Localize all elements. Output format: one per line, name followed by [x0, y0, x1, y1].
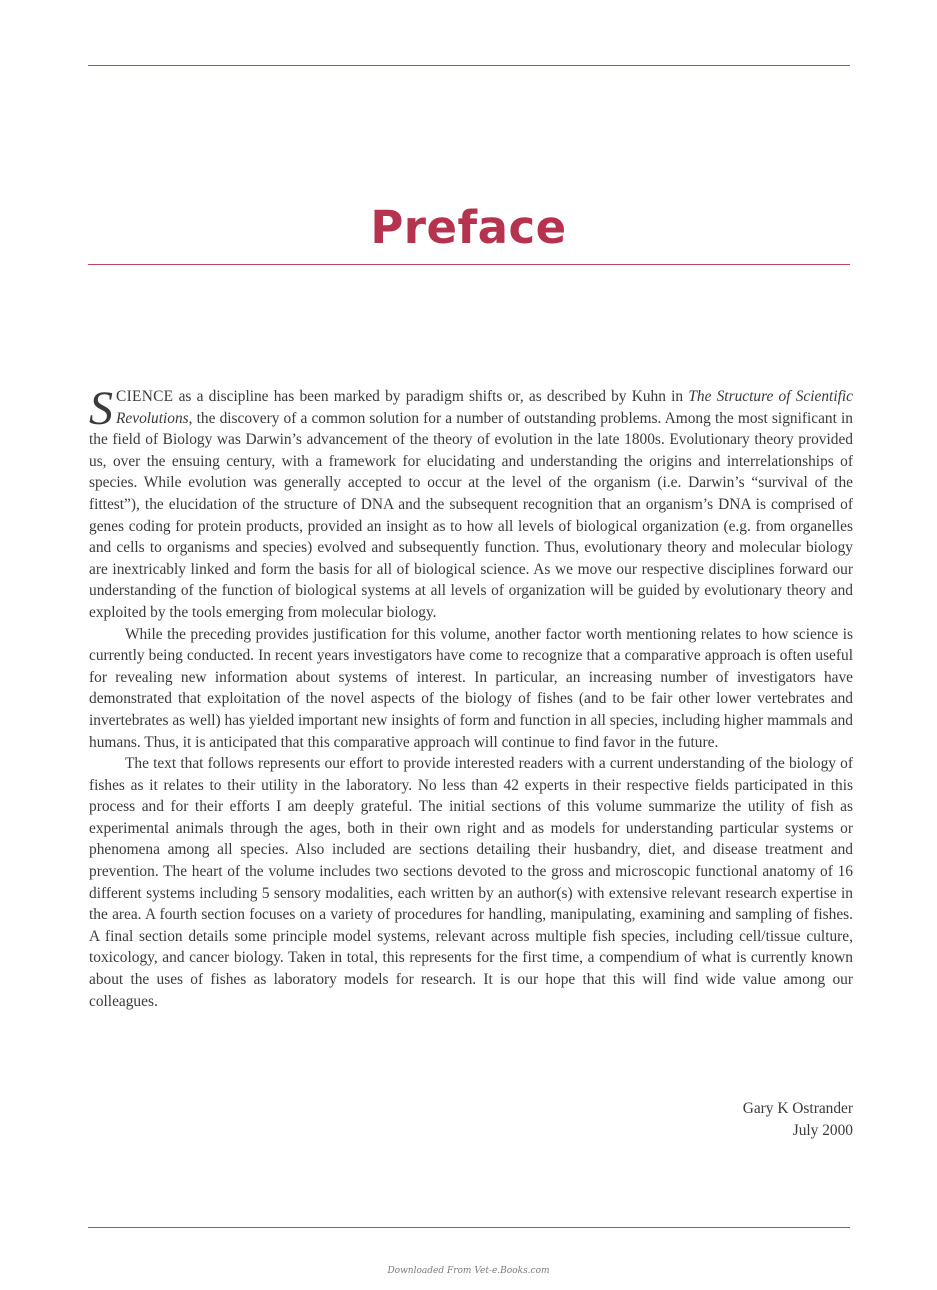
paragraph-1-text-a: as a discipline has been marked by paradigm shifts or, as described by Kuhn in — [173, 388, 689, 405]
paragraph-1 — [89, 382, 853, 624]
paragraph-3: The text that follows represents our effort to provide interested readers with a current understanding of the biology of fishes as it relates to their utility in the laboratory. No less than 42 experts in their respective fields participated in this process and for their efforts I am deeply grateful. The initial sections of this volume summarize the utility of fish as experimental animals through the ages, both in their own right and as models for understanding particular systems or phenomena among all species. Also included are sections detailing their husbandry, diet, and disease treatment and prevention. The heart of the volume includes two sections devoted to the gross and microscopic functional anatomy of 16 different systems including 5 sensory modalities, each written by an author(s) with extensive relevant research expertise in the area. A fourth section focuses on a variety of procedures for handling, manipulating, examining and sampling of fishes. A final section details some principle model systems, relevant across multiple fish species, including cell/tissue culture, toxicology, and cancer biology. Taken in total, this represents for the first time, a compendium of what is currently known about the uses of fishes as laboratory models for research. It is our hope that this will find wide value among our colleagues. — [89, 755, 853, 1010]
paragraph-2: While the preceding provides justification for this volume, another factor worth mentioning relates to how science is currently being conducted. In recent years investigators have come to recognize that a comparative approach is often useful for revealing new information about systems of interest. In particular, an increasing number of investigators have demonstrated that exploitation of the novel aspects of the biology of fishes (and to be fair other lower vertebrates and invertebrates as well) has yielded important new insights of form and function in all species, including higher mammals and humans. Thus, it is anticipated that this comparative approach will continue to find favor in the future. — [89, 625, 853, 751]
lead-caps: CIENCE — [116, 388, 174, 405]
drop-cap: S — [89, 382, 113, 435]
paragraph-1-text-b: , the discovery of a common solution for a number of outstanding problems. Among the most significant in the field of Biology was Darwin’s advancement of the theory of evolution in the late 1800s. Evolutionary theory provided us, over the ensuing century, with a framework for elucidating and understanding the origins and interrelationships of species. While evolution was generally accepted to occur at the level of the organism (i.e. Darwin’s “survival of the fittest”), the elucidation of the structure of DNA and the subsequent recognition that an organism’s DNA is comprised of genes coding for protein products, provided an insight as to how all levels of biological organization (e.g. from organelles and cells to organisms and species) evolved and subsequently function. Thus, evolutionary theory and molecular biology are inextricably linked and form the basis for all of biological science. As we move our respective disciplines forward our understanding of the function of biological systems at all levels of organization will be guided by evolutionary theory and exploited by the tools emerging from molecular biology. — [89, 409, 853, 621]
author-name: Gary K Ostrander — [742, 1100, 853, 1117]
top-rule — [88, 65, 850, 66]
title-underline-rule — [88, 264, 850, 265]
book-title-citation: The Structure of Scientific Revolutions — [116, 388, 853, 427]
bottom-rule — [88, 1227, 850, 1228]
signature-block — [743, 1098, 853, 1141]
page-title: Preface — [370, 201, 567, 254]
preface-body — [89, 382, 853, 1012]
signature-date: July 2000 — [792, 1121, 853, 1139]
download-watermark: Downloaded From Vet-e.Books.com — [387, 1266, 550, 1276]
